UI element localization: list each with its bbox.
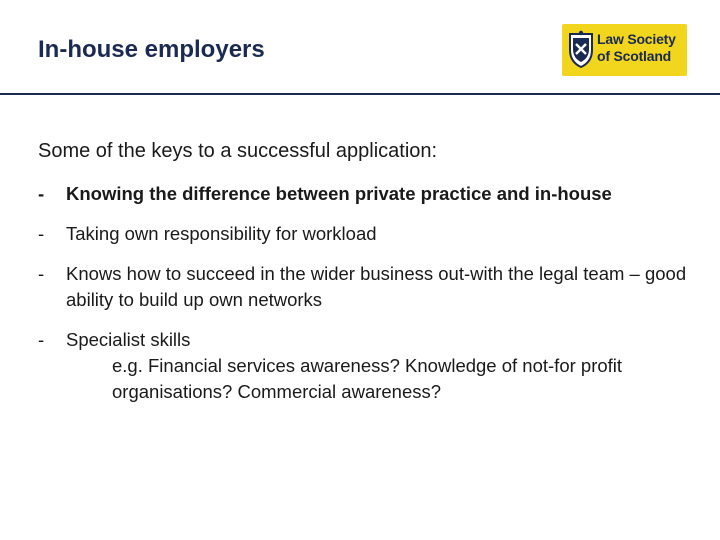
sub-bullet-text: e.g. Financial services awareness? Knowledge of not-for profit organisations? Commercial awareness? (112, 355, 623, 402)
logo-wordmark (597, 31, 676, 65)
intro-text: Some of the keys to a successful application: (38, 140, 438, 162)
bullet-marker: - (38, 223, 45, 244)
logo-line-1: Law Society (597, 31, 676, 47)
header-divider (0, 93, 720, 95)
bullet-text: Knows how to succeed in the wider business out-with the legal team – good ability to build up own networks (66, 263, 687, 310)
slide-header (0, 0, 720, 94)
crest-icon (568, 30, 594, 68)
bullet-text: Taking own responsibility for workload (66, 223, 377, 244)
list-item (38, 221, 698, 247)
bullet-marker: - (38, 183, 45, 204)
bullet-text: Specialist skills (66, 329, 191, 350)
law-society-logo (562, 24, 687, 76)
logo-line-2: of Scotland (597, 48, 672, 64)
list-item (38, 181, 698, 207)
list-item (38, 327, 698, 405)
bullet-text: Knowing the difference between private practice and in-house (66, 183, 612, 204)
bullet-marker: - (38, 329, 45, 350)
bullet-marker: - (38, 263, 45, 284)
slide-body (38, 140, 698, 419)
page-title: In-house employers (38, 36, 265, 63)
list-item (38, 261, 698, 313)
